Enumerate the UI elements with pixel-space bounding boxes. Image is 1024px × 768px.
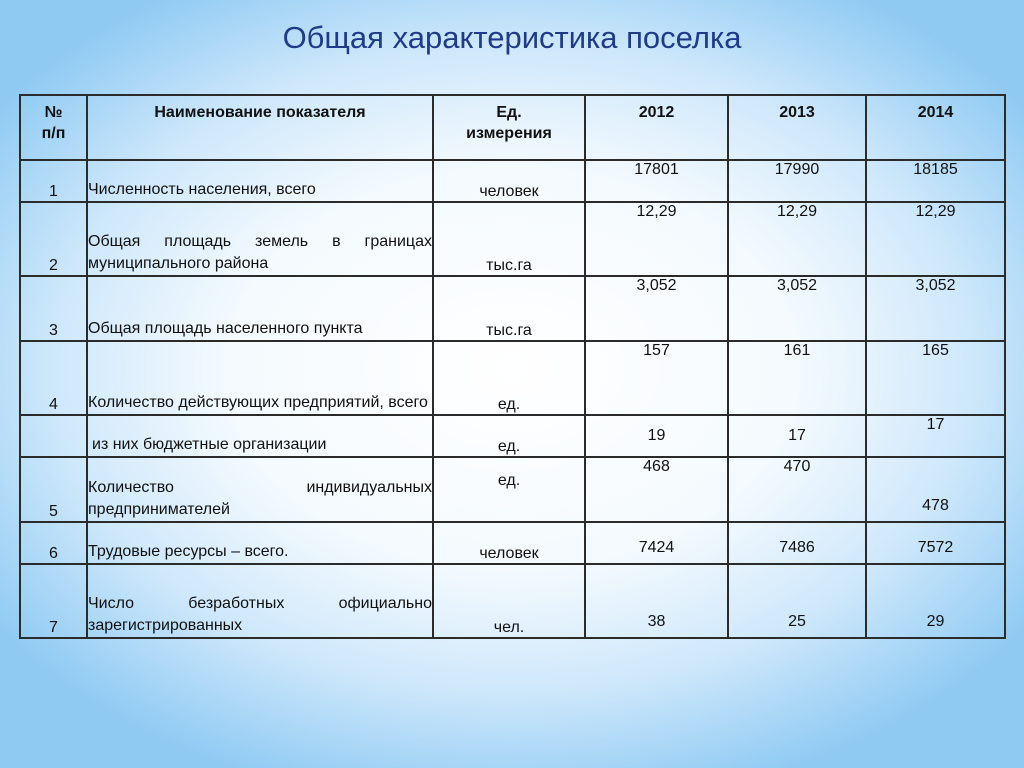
row-name: Трудовые ресурсы – всего.: [87, 522, 433, 564]
value-2012: 12,29: [585, 202, 728, 276]
table-row: [20, 522, 1005, 564]
column-header-unit: Ед. измерения: [433, 95, 585, 160]
value-2014: 18185: [866, 160, 1005, 202]
value-2014: 478: [866, 457, 1005, 522]
row-unit: ед.: [433, 341, 585, 415]
row-number: 5: [20, 457, 87, 522]
row-name: Общая площадь земель в границах муниципального района: [87, 202, 433, 276]
page-title: Общая характеристика поселка: [282, 20, 742, 55]
value-2013: 7486: [728, 522, 866, 564]
row-number: 3: [20, 276, 87, 341]
column-header-2012: 2012: [585, 95, 728, 160]
value-2014: 3,052: [866, 276, 1005, 341]
table-row: [20, 564, 1005, 638]
row-unit: человек: [433, 522, 585, 564]
value-2012: 468: [585, 457, 728, 522]
value-2014: 29: [866, 564, 1005, 638]
row-unit: ед.: [433, 457, 585, 522]
row-number: 2: [20, 202, 87, 276]
row-name: из них бюджетные организации: [87, 415, 433, 457]
indicators-table: [19, 94, 1006, 639]
table-header-row: [20, 95, 1005, 160]
value-2012: 38: [585, 564, 728, 638]
value-2012: 19: [585, 415, 728, 457]
value-2014: 7572: [866, 522, 1005, 564]
column-header-number: № п/п: [20, 95, 87, 160]
table-row: [20, 341, 1005, 415]
row-number: 6: [20, 522, 87, 564]
column-header-2013: 2013: [728, 95, 866, 160]
value-2013: 12,29: [728, 202, 866, 276]
value-2012: 157: [585, 341, 728, 415]
column-header-2014: 2014: [866, 95, 1005, 160]
value-2014: 165: [866, 341, 1005, 415]
value-2014: 12,29: [866, 202, 1005, 276]
table-row: [20, 202, 1005, 276]
table-row: [20, 160, 1005, 202]
value-2012: 3,052: [585, 276, 728, 341]
value-2013: 161: [728, 341, 866, 415]
row-unit: чел.: [433, 564, 585, 638]
row-unit: тыс.га: [433, 276, 585, 341]
value-2012: 7424: [585, 522, 728, 564]
row-name: Число безработных официально зарегистрированных: [87, 564, 433, 638]
table-row: [20, 276, 1005, 341]
value-2013: 470: [728, 457, 866, 522]
row-name: Общая площадь населенного пункта: [87, 276, 433, 341]
row-name: Количество индивидуальных предпринимателей: [87, 457, 433, 522]
row-unit: тыс.га: [433, 202, 585, 276]
value-2012: 17801: [585, 160, 728, 202]
row-number: 7: [20, 564, 87, 638]
row-name: Численность населения, всего: [87, 160, 433, 202]
row-number: [20, 415, 87, 457]
column-header-name: Наименование показателя: [87, 95, 433, 160]
row-number: 4: [20, 341, 87, 415]
value-2013: 25: [728, 564, 866, 638]
row-name: Количество действующих предприятий, всего: [87, 341, 433, 415]
table-row: [20, 457, 1005, 522]
value-2014: 17: [866, 415, 1005, 457]
row-number: 1: [20, 160, 87, 202]
row-unit: ед.: [433, 415, 585, 457]
value-2013: 17: [728, 415, 866, 457]
table-row: [20, 415, 1005, 457]
row-unit: человек: [433, 160, 585, 202]
value-2013: 17990: [728, 160, 866, 202]
value-2013: 3,052: [728, 276, 866, 341]
